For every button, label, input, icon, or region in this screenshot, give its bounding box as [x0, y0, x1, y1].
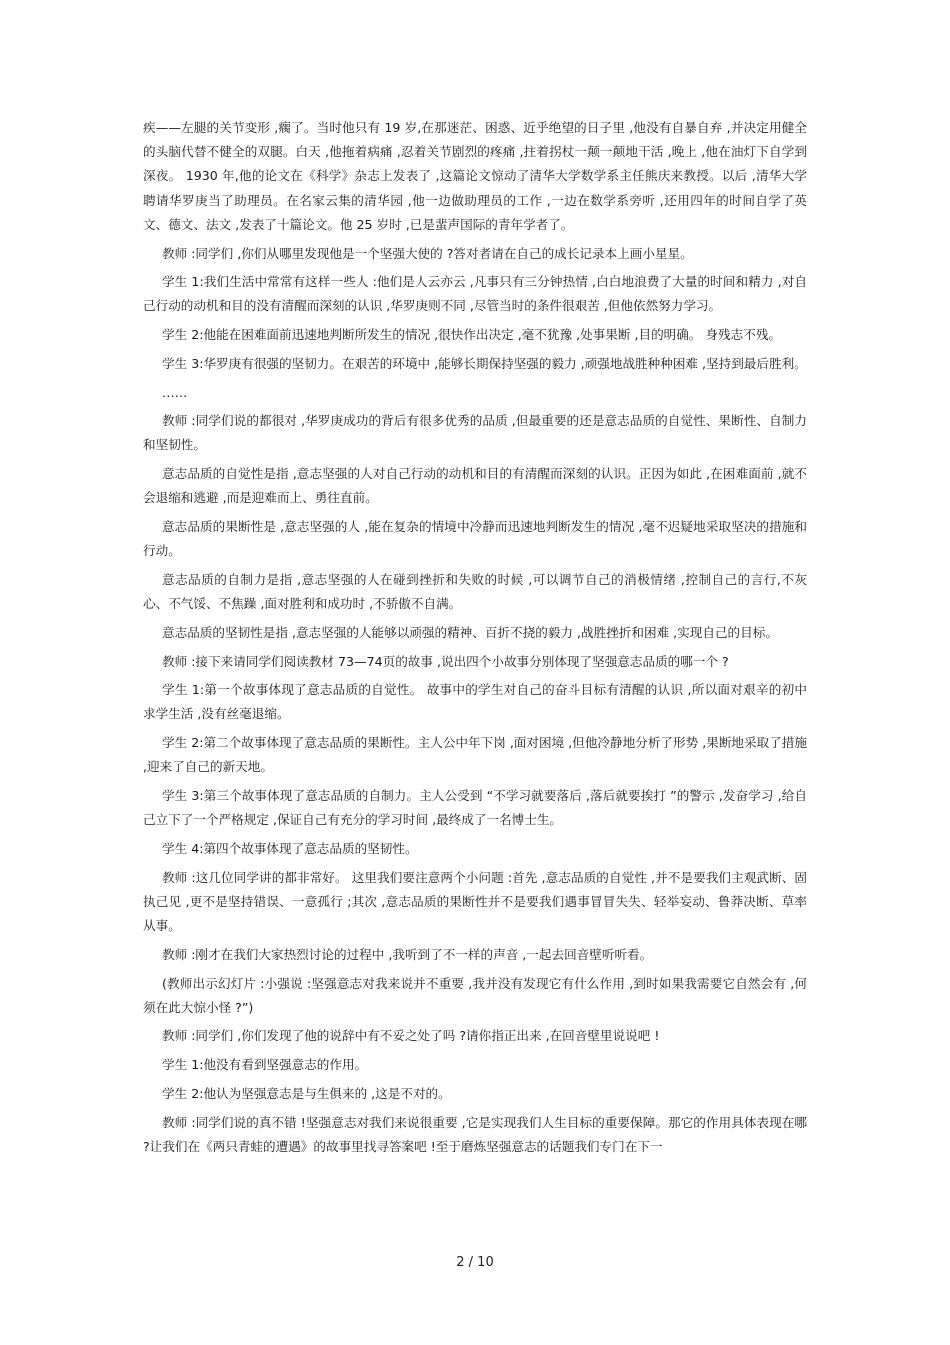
- paragraph-teacher-conclusion: 教师 :同学们说的真不错 !坚强意志对我们来说很重要 ,它是实现我们人生目标的重要保障。那它的作用具体表现在哪 ?让我们在《两只青蛙的遭遇》的故事里找寻答案吧 !至于磨炼坚强意志的话题我们专门在下一: [143, 1114, 807, 1154]
- paragraph-student-3: 学生 3:华罗庚有很强的坚韧力。在艰苦的环境中 ,能够长期保持坚强的毅力 ,顽强地战胜种种困难 ,坚持到最后胜利。: [162, 355, 807, 371]
- paragraph-tenacity: 意志品质的坚韧性是指 ,意志坚强的人能够以顽强的精神、百折不挠的毅力 ,战胜挫折和困难 ,实现自己的目标。: [162, 624, 778, 640]
- paragraph-answer-student-1: 学生 1:他没有看到坚强意志的作用。: [162, 1057, 368, 1073]
- paragraph-teacher-question: 教师 :同学们 ,你们从哪里发现他是一个坚强大使的 ?答对者请在自己的成长记录本上画小星星。: [162, 245, 693, 261]
- page-number: 2 / 10: [456, 1255, 494, 1270]
- paragraph-teacher-echo-wall: 教师 :刚才在我们大家热烈讨论的过程中 ,我听到了不一样的声音 ,一起去回音壁听听看。: [162, 946, 653, 962]
- paragraph-teacher-reading-task: 教师 :接下来请同学们阅读教材 73—74页的故事 ,说出四个小故事分别体现了坚强意志品质的哪一个 ?: [162, 653, 729, 669]
- paragraph-story-student-3: 学生 3:第三个故事体现了意志品质的自制力。主人公受到 “不学习就要落后 ,落后就要挨打 ”的警示 ,发奋学习 ,给自己立下了一个严格规定 ,保证自己有充分的学习时间 ,最终成了一名博士生。: [143, 788, 807, 828]
- paragraph-teacher-summary: 教师 :同学们说的都很对 ,华罗庚成功的背后有很多优秀的品质 ,但最重要的还是意志品质的自觉性、果断性、自制力和坚韧性。: [143, 413, 807, 453]
- paragraph-story-student-1: 学生 1:第一个故事体现了意志品质的自觉性。 故事中的学生对自己的奋斗目标有清醒的认识 ,所以面对艰辛的初中求学生活 ,没有丝毫退缩。: [143, 682, 807, 722]
- paragraph-story-student-2: 学生 2:第二个故事体现了意志品质的果断性。主人公中年下岗 ,面对困境 ,但他冷静地分析了形势 ,果断地采取了措施 ,迎来了自己的新天地。: [143, 735, 807, 775]
- paragraph-self-control: 意志品质的自制力是指 ,意志坚强的人在碰到挫折和失败的时候 ,可以调节自己的消极情绪 ,控制自己的言行,不灰心、不气馁、不焦躁 ,面对胜利和成功时 ,不骄傲不自满。: [143, 571, 807, 612]
- paragraph-ellipsis: ……: [162, 384, 188, 400]
- paragraph-student-1: 学生 1:我们生活中常常有这样一些人 :他们是人云亦云 ,凡事只有三分钟热情 ,白白地浪费了大量的时间和精力 ,对自己行动的动机和目的没有清醒而深刻的认识 ,华罗庚则不同 ,尽管当时的条件很艰苦 ,但他依然努力学习。: [143, 274, 807, 314]
- document-body: [143, 116, 807, 1163]
- paragraph-slide-quote: (教师出示幻灯片 :小强说 :坚强意志对我来说并不重要 ,我并没有发现它有什么作用 ,到时如果我需要它自然会有 ,何须在此大惊小怪 ?”): [143, 975, 807, 1015]
- paragraph-self-awareness: 意志品质的自觉性是指 ,意志坚强的人对自己行动的动机和目的有清醒而深刻的认识。正因为如此 ,在困难面前 ,就不会退缩和逃避 ,而是迎难而上、勇往直前。: [143, 466, 807, 506]
- paragraph-answer-student-2: 学生 2:他认为坚强意志是与生俱来的 ,这是不对的。: [162, 1085, 451, 1101]
- paragraph-teacher-ask-correction: 教师 :同学们 ,你们发现了他的说辞中有不妥之处了吗 ?请你指正出来 ,在回音壁里说说吧 !: [162, 1028, 660, 1044]
- paragraph-story-student-4: 学生 4:第四个故事体现了意志品质的坚韧性。: [162, 840, 418, 856]
- paragraph-hua-luogeng-story: 疾——左腿的关节变形 ,瘸了。当时他只有 19 岁,在那迷茫、困惑、近乎绝望的日子里 ,他没有自暴自弃 ,并决定用健全的头脑代替不健全的双腿。白天 ,他拖着病痛 ,忍着关节剧烈的疼痛 ,拄着拐杖一颠一颠地干活 ,晚上 ,他在油灯下自学到深夜。 1930 年,他的论文在《科学》杂志上发表了 ,这篇论文惊动了清华大学数学系主任熊庆来教授。以后 ,清华大学聘请华罗庚当了助理员。在名家云集的清华园 ,他一边做助理员的工作 ,一边在数学系旁听 ,还用四年的时间自学了英文、德文、法文 ,发表了十篇论文。他 25 岁时 ,已是蜚声国际的青年学者了。: [143, 120, 807, 232]
- paragraph-teacher-notes: 教师 :这几位同学讲的都非常好。 这里我们要注意两个小问题 :首先 ,意志品质的自觉性 ,并不是要我们主观武断、固执己见 ,更不是坚持错误、一意孤行 ;其次 ,意志品质的果断性并不是要我们遇事冒冒失失、轻举妄动、鲁莽决断、草率从事。: [143, 869, 807, 934]
- paragraph-student-2: 学生 2:他能在困难面前迅速地判断所发生的情况 ,很快作出决定 ,毫不犹豫 ,处事果断 ,目的明确。 身残志不残。: [162, 327, 782, 343]
- paragraph-decisiveness: 意志品质的果断性是 ,意志坚强的人 ,能在复杂的情境中冷静而迅速地判断发生的情况 ,毫不迟疑地采取坚决的措施和行动。: [143, 519, 807, 559]
